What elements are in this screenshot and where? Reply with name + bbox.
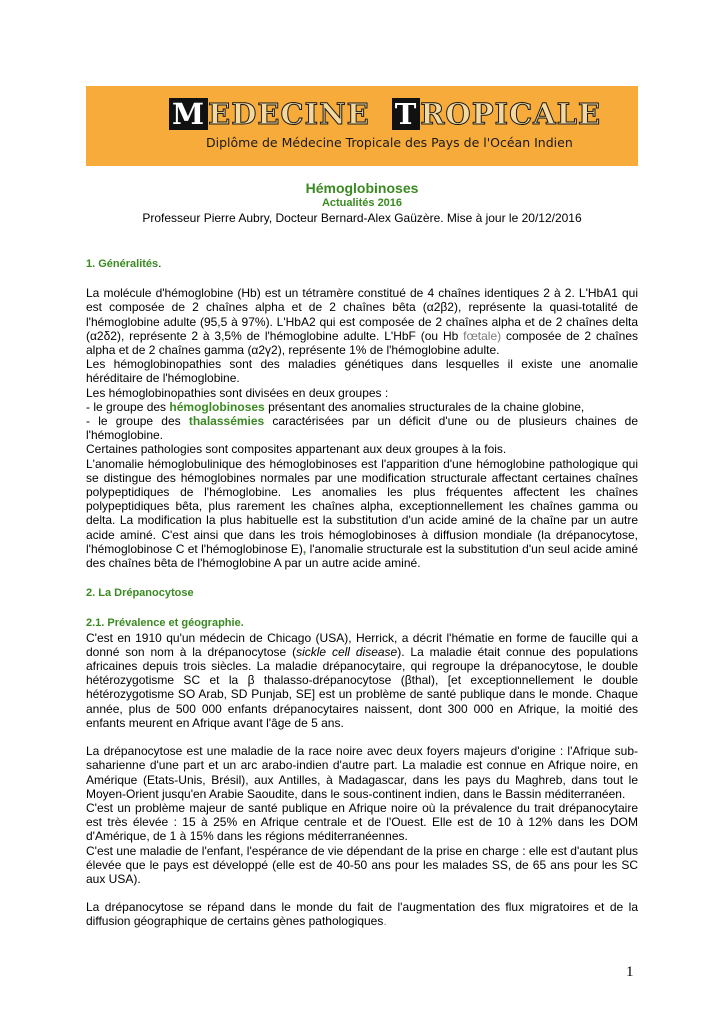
paragraph-history (86, 631, 638, 730)
grey-dot: . (383, 914, 387, 929)
paragraph-text: C'est en 1910 qu'un médecin de Chicago (USA), Herrick, a décrit l'hématie en forme de faucille qui a donné son nom à la drépanocytose ( (86, 630, 638, 659)
list-item-text: présentant des anomalies structurales de la chaine globine, (264, 399, 585, 414)
list-item-text: caractérisées par un déficit d'une ou de plusieurs chaines de l'hémoglobine. (86, 414, 639, 443)
logo-word-tropicale: ROPICALE (420, 97, 602, 131)
bold-comma: , (302, 541, 307, 556)
section-heading-text: 1. Généralités (86, 258, 159, 270)
paragraph-hemoglobin-molecule (86, 286, 638, 357)
paragraph-geography: La drépanocytose est une maladie de la race noire avec deux foyers majeurs d'origine : l'Afrique sub-saharienne d'une part et un arc arabo-indien d'autre part. La maladie est connue en Afrique noire, en Amérique (Etats-Unis, Brésil), aux Antilles, à Madagascar, dans les pays du Maghreb, dans tout le Moyen-Orient jusqu'en Arabie Saoudite, dans le sous-continent indien, dans le Bassin méditerranéen. (86, 744, 638, 801)
section-heading-text: 2. La Drépanocytose (86, 587, 194, 600)
paragraph-spread (86, 900, 638, 928)
logo-letter-t: T (392, 98, 421, 130)
paragraph-anomaly (86, 457, 638, 571)
banner-subtitle: Diplôme de Médecine Tropicale des Pays de l'Océan Indien (206, 135, 573, 150)
section-heading-generalites (86, 256, 638, 271)
paragraph-public-health: C'est un problème majeur de santé publique en Afrique noire où la prévalence du trait drépanocytaire est très élevée : 15 à 25% en Afrique centrale et de l'Ouest. Elle est de 10 à 12% dans les DOM d'Amérique, de 1 à 15% dans les régions méditerranéennes. (86, 800, 638, 844)
list-item-prefix: - le groupe des (86, 399, 170, 414)
page-number: 1 (626, 964, 634, 980)
subsection-heading-text: 2.1. Prévalence et géographie (86, 617, 241, 630)
medecine-tropicale-logo (169, 99, 601, 129)
paragraph-composite: Certaines pathologies sont composites appartenant aux deux groupes à la fois. (86, 442, 507, 457)
subsection-heading-prevalence (86, 615, 638, 630)
paragraph-text: ). La maladie était connue des populations africaines depuis trois siècles. La maladie drépanocytaire, qui regroupe la drépanocytose, le double hétérozygotisme SC et la β thalasso-drépanocytose (βthal), [et exceptionnellement le double hétérozygotisme SO Arab, SD Punjab, SE] est un problème de santé publique dans le monde. Chaque année, plus de 500 000 enfants drépanocytaires naissent, dont 300 000 en Afrique, la moitié des enfants meurent en Afrique avant l'âge de 5 ans. (86, 644, 638, 730)
logo-letter-m: M (169, 98, 208, 130)
paragraph-text: l'anomalie structurale est la substitution d'un seul acide aminé des chaînes bêta de l'hémoglobine A par un autre acide aminé. (86, 541, 638, 571)
heading-dot: . (240, 617, 244, 630)
foetale-text: fœtale) (463, 328, 502, 343)
list-item-thalassemies (86, 414, 638, 442)
list-item-hemoglobinoses (86, 400, 638, 414)
paragraph-text: composée de 2 chaînes alpha et de 2 chaînes gamma (α2γ2), représente 1% de l'hémoglobine adulte. (86, 328, 638, 358)
document-subtitle: Actualités 2016 (321, 197, 403, 209)
paragraph-hemoglobinopathies: Les hémoglobinopathies sont des maladies génétiques dans lesquelles il existe une anomalie héréditaire de l'hémoglobine. (86, 357, 638, 386)
heading-dot: . (158, 256, 162, 270)
document-body (86, 256, 638, 929)
paragraph-text: La drépanocytose se répand dans le monde du fait de l'augmentation des flux migratoires et de la diffusion géographique de certains gènes pathologiques (86, 900, 638, 929)
section-heading-drepanocytose (86, 585, 638, 600)
logo-word-medecine: EDECINE (208, 97, 370, 131)
paragraph-groups-intro: Les hémoglobinopathies sont divisées en deux groupes : (86, 385, 389, 400)
italic-sickle-cell: sickle cell disease (296, 644, 398, 659)
highlight-thalassemies: thalassémies (188, 414, 265, 429)
paragraph-life-expectancy: C'est une maladie de l'enfant, l'espérance de vie dépendant de la prise en charge : elle est d'autant plus élevée que le pays est développé (elle est de 40-50 ans pour les malades SS, de 65 ans pour les SC aux USA). (86, 843, 638, 886)
paragraph-text: L'anomalie hémoglobulinique des hémoglobinoses est l'apparition d'une hémoglobine pathologique qui se distingue des hémoglobines normales par une modification structurale affectant certaines chaînes polypeptidiques de l'hémoglobine. Les anomalies les plus fréquentes affectent les chaînes polypeptidiques bêta, plus rarement les chaînes alpha, exceptionnellement les chaînes gamma ou delta. La modification la plus habituelle est la substitution d'un acide aminé de la chaîne par un autre acide aminé. C'est ainsi que dans les trois hémoglobinoses à diffusion mondiale (la drépanocytose, l'hémoglobinose C et l'hémoglobinose E) (86, 456, 638, 556)
paragraph-text: La molécule d'hémoglobine (Hb) est un tétramère constitué de 4 chaînes identiques 2 à 2. L'HbA1 qui est composée de 2 chaînes alpha et de 2 chaînes bêta (α2β2), représente la quasi-totalité de l'hémoglobine adulte (95,5 à 97%). L'HbA2 qui est composée de 2 chaînes alpha et de 2 chaînes delta (α2δ2), représente 2 à 3,5% de l'hémoglobine adulte. L'HbF (ou Hb (86, 286, 638, 343)
document-authors: Professeur Pierre Aubry, Docteur Bernard-Alex Gaüzère. Mise à jour le 20/12/2016 (142, 211, 582, 225)
list-item-prefix: - le groupe des (86, 414, 189, 429)
document-title: Hémoglobinoses (305, 180, 419, 196)
highlight-hemoglobinoses: hémoglobinoses (169, 399, 265, 414)
